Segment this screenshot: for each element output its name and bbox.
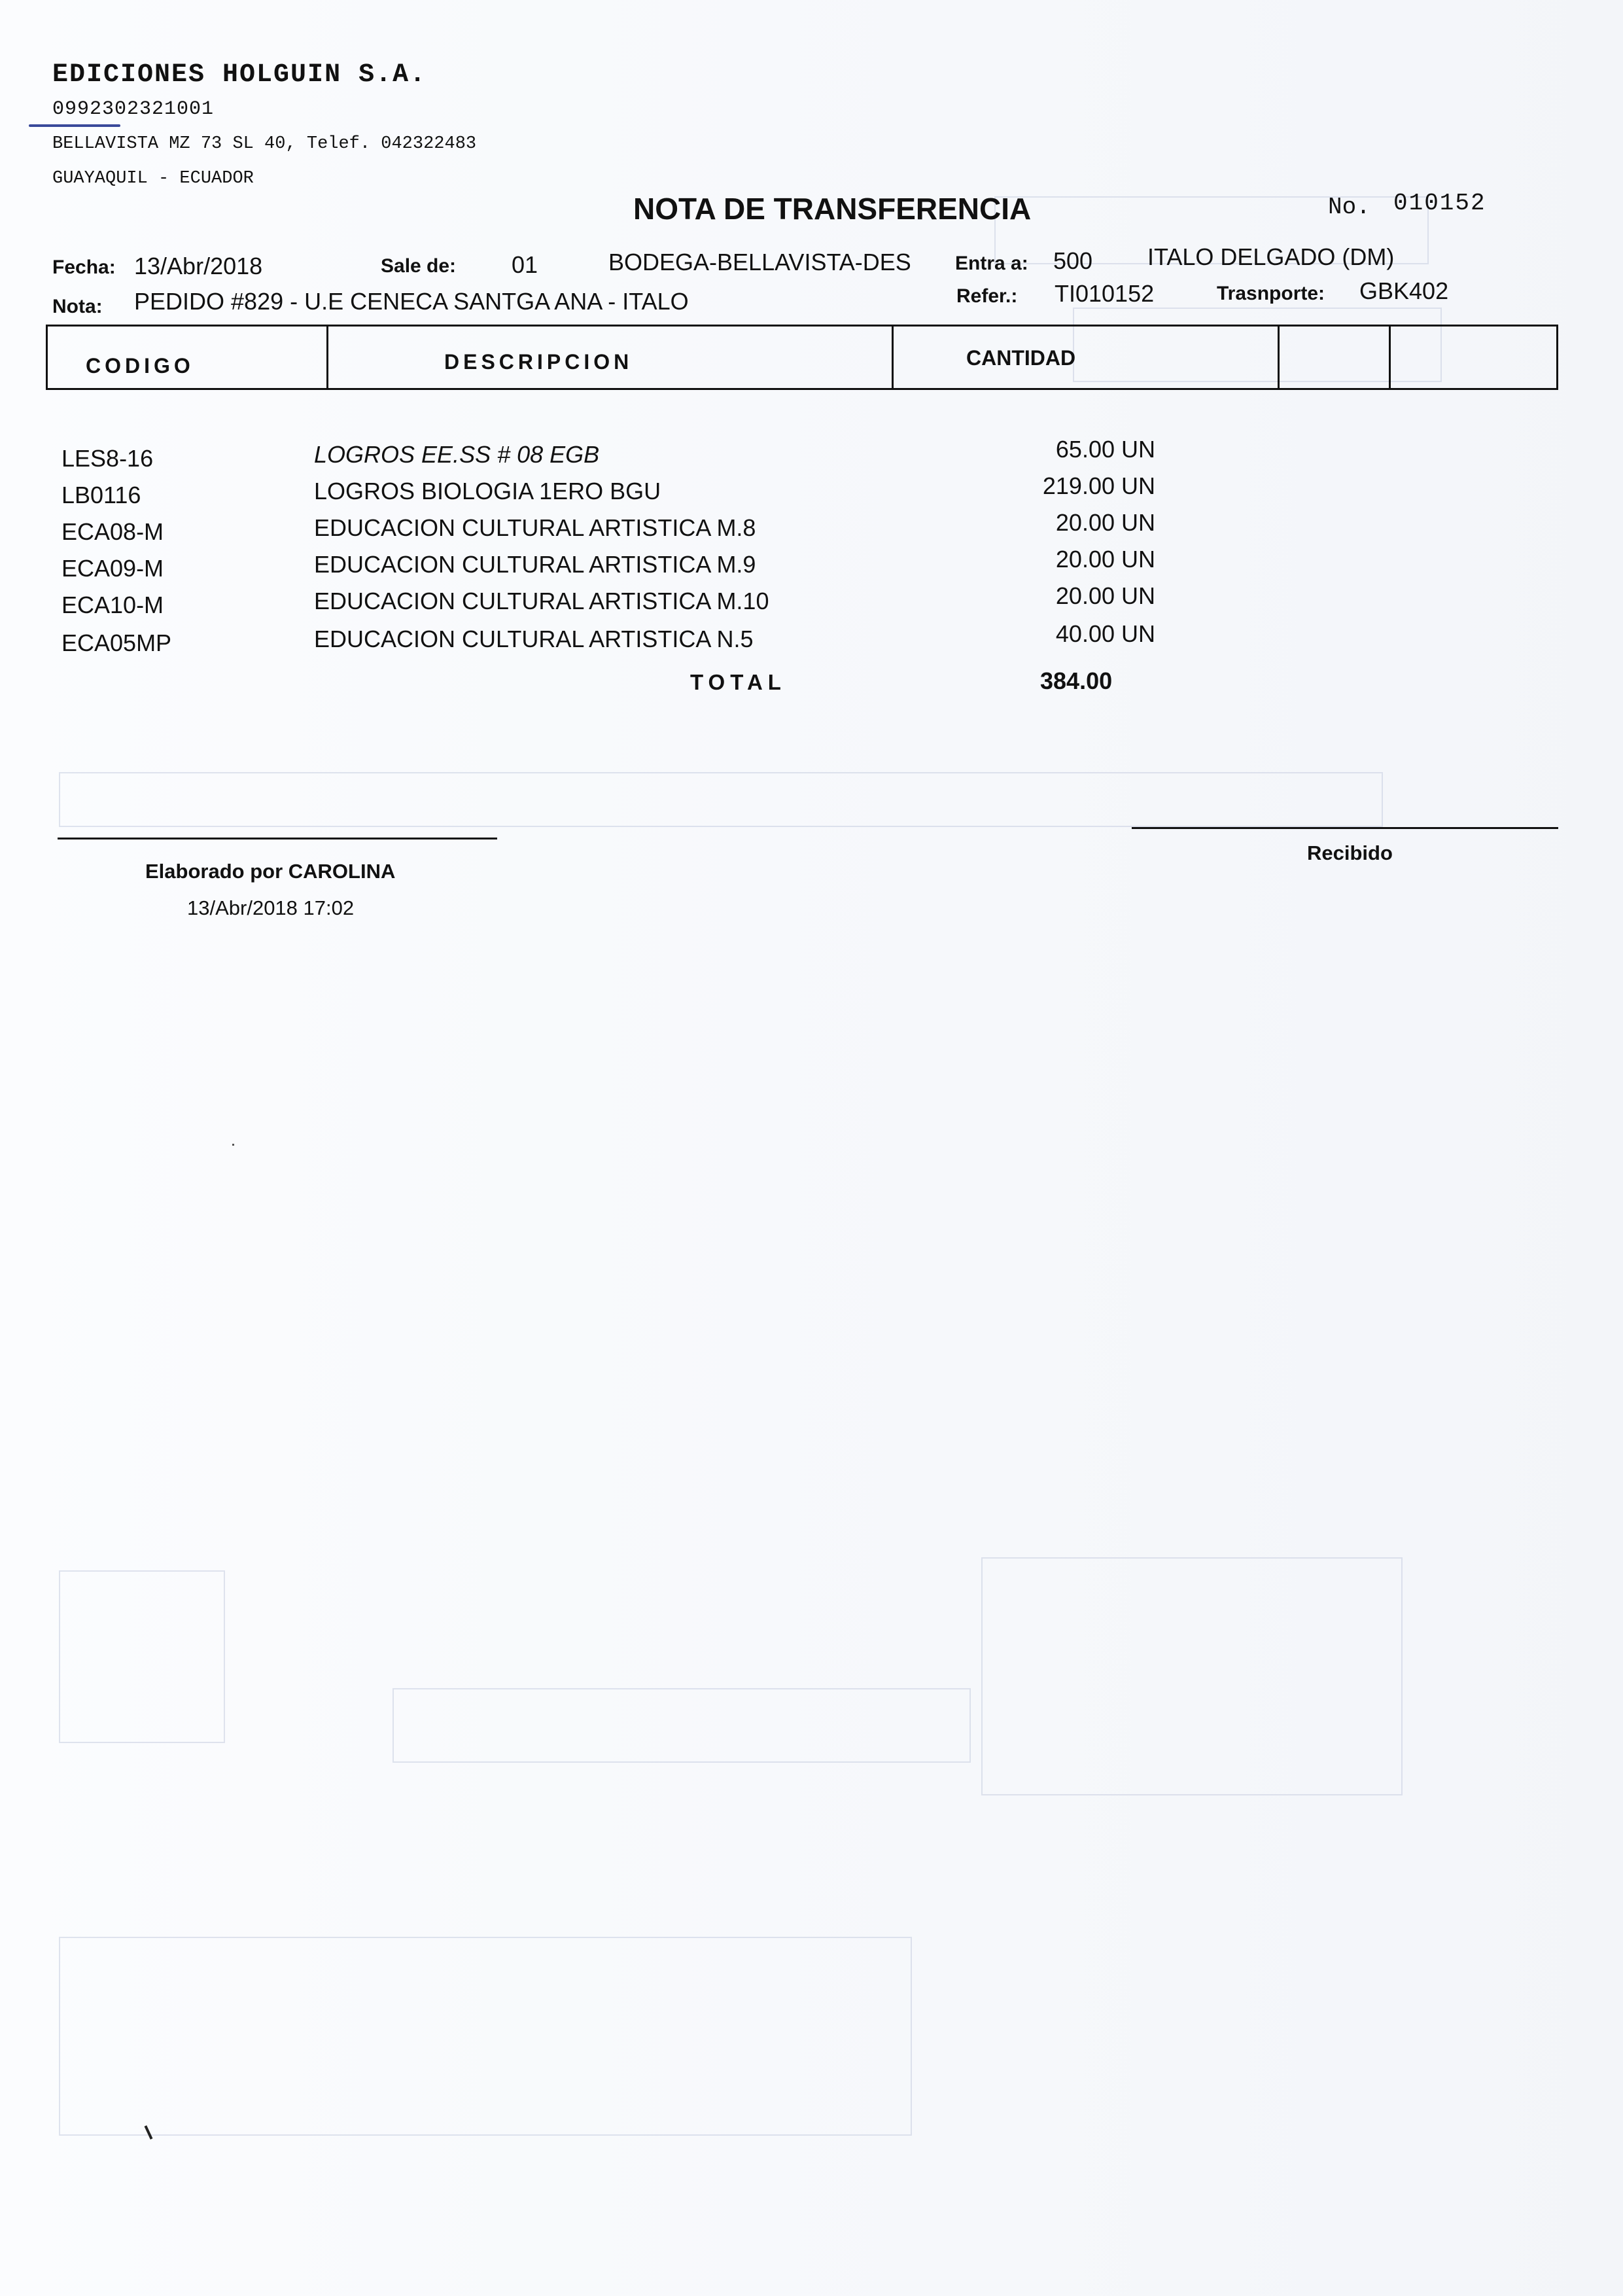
- column-header-descripcion: DESCRIPCION: [444, 350, 633, 374]
- row-code: ECA10-M: [61, 592, 164, 618]
- entra-a-code: 500: [1053, 247, 1093, 274]
- total-value: 384.00: [1040, 667, 1113, 694]
- ink-underline-mark: [29, 124, 120, 127]
- elaborado-date: 13/Abr/2018 17:02: [187, 896, 355, 919]
- elaborado-signature-line: [58, 838, 497, 839]
- row-code: ECA05MP: [61, 629, 172, 656]
- recibido-label: Recibido: [1307, 841, 1393, 864]
- column-header-cantidad: CANTIDAD: [966, 346, 1076, 370]
- scan-speck: [232, 1144, 234, 1146]
- column-header-codigo: CODIGO: [86, 354, 194, 378]
- sale-de-name: BODEGA-BELLAVISTA-DES: [608, 249, 911, 275]
- row-description: EDUCACION CULTURAL ARTISTICA M.10: [314, 588, 769, 614]
- column-divider: [326, 327, 328, 388]
- document-number-label: No.: [1328, 194, 1370, 221]
- recibido-signature-line: [1132, 827, 1558, 829]
- company-ruc: 0992302321001: [52, 98, 215, 120]
- fecha-label: Fecha:: [52, 256, 116, 278]
- column-divider: [1389, 327, 1391, 388]
- row-code: LB0116: [61, 482, 141, 508]
- company-name: EDICIONES HOLGUIN S.A.: [52, 60, 427, 90]
- document-number: 010152: [1393, 190, 1486, 217]
- fecha-value: 13/Abr/2018: [134, 253, 263, 279]
- row-code: ECA08-M: [61, 518, 164, 545]
- refer-label: Refer.:: [956, 285, 1018, 307]
- items-table-header: [46, 325, 1558, 390]
- row-quantity: 219.00 UN: [1042, 472, 1155, 499]
- row-code: LES8-16: [61, 445, 154, 472]
- sale-de-label: Sale de:: [381, 255, 457, 277]
- row-code: ECA09-M: [61, 555, 164, 582]
- column-divider: [1278, 327, 1280, 388]
- row-description: LOGROS EE.SS # 08 EGB: [314, 441, 600, 468]
- entra-a-name: ITALO DELGADO (DM): [1147, 243, 1395, 270]
- column-divider: [892, 327, 894, 388]
- entra-a-label: Entra a:: [955, 253, 1028, 274]
- elaborado-por-label: Elaborado por CAROLINA: [145, 860, 396, 883]
- row-description: LOGROS BIOLOGIA 1ERO BGU: [314, 478, 661, 504]
- company-address: BELLAVISTA MZ 73 SL 40, Telef. 042322483: [52, 134, 477, 154]
- nota-value: PEDIDO #829 - U.E CENECA SANTGA ANA - ITALO: [134, 288, 689, 315]
- row-description: EDUCACION CULTURAL ARTISTICA N.5: [314, 626, 754, 652]
- row-quantity: 20.00 UN: [1055, 509, 1155, 536]
- total-label: TOTAL: [690, 670, 786, 694]
- nota-label: Nota:: [52, 296, 103, 317]
- row-quantity: 65.00 UN: [1055, 436, 1155, 463]
- company-city: GUAYAQUIL - ECUADOR: [52, 169, 254, 188]
- row-description: EDUCACION CULTURAL ARTISTICA M.9: [314, 551, 756, 578]
- row-quantity: 20.00 UN: [1055, 582, 1155, 609]
- transporte-label: Trasnporte:: [1217, 283, 1325, 304]
- transporte-value: GBK402: [1359, 277, 1449, 304]
- refer-value: TI010152: [1055, 280, 1155, 307]
- document-title: NOTA DE TRANSFERENCIA: [633, 192, 1032, 226]
- row-quantity: 40.00 UN: [1055, 620, 1155, 647]
- row-quantity: 20.00 UN: [1055, 546, 1155, 573]
- sale-de-code: 01: [512, 251, 538, 278]
- row-description: EDUCACION CULTURAL ARTISTICA M.8: [314, 514, 756, 541]
